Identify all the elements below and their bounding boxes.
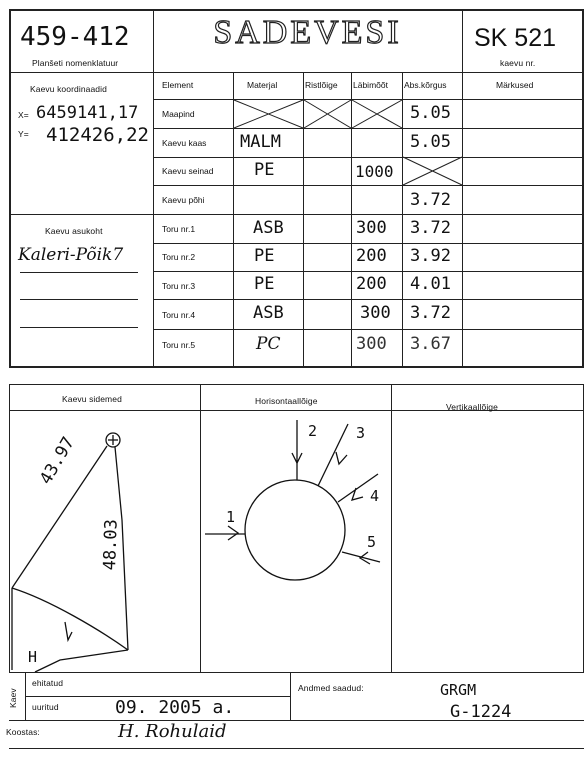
vertical-section-label: Vertikaallõige (446, 402, 498, 412)
pipe-label-2: 2 (308, 422, 318, 440)
table-vline (233, 72, 234, 368)
row-element: Maapind (162, 109, 195, 119)
nomenclature-value: 459-412 (20, 22, 130, 52)
location-underline (20, 327, 138, 328)
row-element: Toru nr.4 (162, 310, 196, 320)
coordinates-label: Kaevu koordinaadid (30, 84, 107, 94)
tie-distance-1: 43.97 (36, 433, 79, 488)
x-coordinate: 6459141,17 (36, 103, 139, 123)
well-circle (245, 480, 345, 580)
pipe-label-5: 5 (367, 533, 377, 551)
building-edge (12, 588, 128, 650)
table-hline (153, 329, 584, 330)
header-bottom-rule (9, 72, 584, 73)
table-hline (153, 128, 584, 129)
surveyed-value: 09. 2005 a. (115, 697, 235, 718)
pipe-3 (318, 424, 348, 486)
row-element: Kaevu põhi (162, 195, 205, 205)
house-mark: H (28, 648, 38, 666)
row-element: Toru nr.1 (162, 224, 196, 234)
form-left-border (9, 9, 11, 368)
compiled-label: Koostas: (6, 727, 40, 737)
form-bottom-border (9, 366, 584, 368)
sketch-divider-1 (200, 384, 201, 672)
row-material: PC (256, 334, 281, 354)
row-material: PE (254, 274, 275, 294)
pipe-label-4: 4 (370, 487, 380, 505)
footer-top-border (9, 672, 584, 673)
header-element: Element (162, 80, 194, 90)
row-element: Kaevu kaas (162, 138, 207, 148)
row-element: Toru nr.5 (162, 340, 196, 350)
row-diameter: 200 (356, 274, 387, 294)
header-cross-section: Ristlõige (305, 80, 338, 90)
row-abs-height: 5.05 (410, 132, 451, 152)
pipe-label-1: 1 (226, 508, 236, 526)
tie-distance-2: 48.03 (100, 518, 122, 571)
row-diameter: 300 (356, 334, 387, 354)
form-divider-left (153, 9, 154, 368)
built-label: ehitatud (32, 678, 64, 688)
row-material: PE (254, 160, 275, 180)
table-hline (153, 214, 584, 215)
sketch-left-border (9, 384, 10, 672)
data-source-line2: G-1224 (450, 702, 512, 722)
form-top-border (9, 9, 584, 11)
form-divider-right (462, 9, 463, 72)
row-element: Toru nr.2 (162, 252, 196, 262)
header-diameter: Läbimõõt (353, 80, 388, 90)
sketch-top-border (9, 384, 584, 385)
compiled-underline (9, 748, 584, 749)
table-vline (462, 72, 463, 368)
compiled-value: H. Rohulaid (118, 721, 227, 742)
row-diameter: 1000 (355, 162, 394, 181)
well-symbol-icon (106, 433, 120, 447)
row-material: PE (254, 246, 275, 266)
row-abs-height: 3.92 (410, 246, 451, 266)
row-abs-height: 3.72 (410, 303, 451, 323)
coords-bottom-rule (9, 214, 154, 215)
table-hline (153, 185, 584, 186)
well-number-value: SK 521 (474, 24, 557, 52)
table-hline (153, 243, 584, 244)
pipe-5 (342, 552, 380, 562)
table-hline (153, 299, 584, 300)
location-underline (20, 272, 138, 273)
horizontal-section-label: Horisontaallõige (255, 396, 318, 406)
well-number-label: kaevu nr. (500, 58, 536, 68)
row-element: Kaevu seinad (162, 166, 214, 176)
location-value: Kaleri-Põik7 (18, 245, 124, 265)
table-hline (153, 271, 584, 272)
sketch-divider-2 (391, 384, 392, 672)
row-abs-height: 4.01 (410, 274, 451, 294)
location-underline (20, 299, 138, 300)
row-material: ASB (253, 303, 284, 323)
row-material: MALM (240, 132, 281, 152)
table-hline (153, 157, 584, 158)
row-diameter: 200 (356, 246, 387, 266)
row-abs-height: 3.72 (410, 218, 451, 238)
form-right-border (582, 9, 584, 368)
well-side-label: Kaev (8, 688, 18, 708)
building-edge (35, 650, 128, 672)
page-title: SADEVESI (213, 14, 402, 51)
pipe-label-3: 3 (356, 424, 366, 442)
row-abs-height: 5.05 (410, 103, 451, 123)
header-notes: Märkused (496, 80, 534, 90)
data-source-label: Andmed saadud: (298, 683, 364, 693)
data-source-line1: GRGM (440, 681, 477, 699)
table-vline (402, 72, 403, 368)
header-abs-height: Abs.kõrgus (404, 80, 447, 90)
y-coordinate: 412426,22 (46, 124, 149, 146)
row-abs-height: 3.72 (410, 190, 451, 210)
x-prefix: X= (18, 110, 29, 120)
row-material: ASB (253, 218, 284, 238)
table-hline (153, 99, 584, 100)
nomenclature-label: Planšeti nomenklatuur (32, 58, 119, 68)
footer-mid-divider (290, 672, 291, 720)
row-diameter: 300 (356, 218, 387, 238)
location-label: Kaevu asukoht (45, 226, 103, 236)
header-material: Materjal (247, 80, 278, 90)
row-element: Toru nr.3 (162, 281, 196, 291)
surveyed-label: uuritud (32, 702, 59, 712)
ties-label: Kaevu sidemed (62, 394, 122, 404)
row-diameter: 300 (360, 303, 391, 323)
y-prefix: Y= (18, 129, 29, 139)
sketch-right-border (583, 384, 584, 672)
row-abs-height: 3.67 (410, 334, 451, 354)
table-vline (303, 72, 304, 368)
table-vline (351, 72, 352, 368)
arrow-mark (65, 622, 72, 640)
